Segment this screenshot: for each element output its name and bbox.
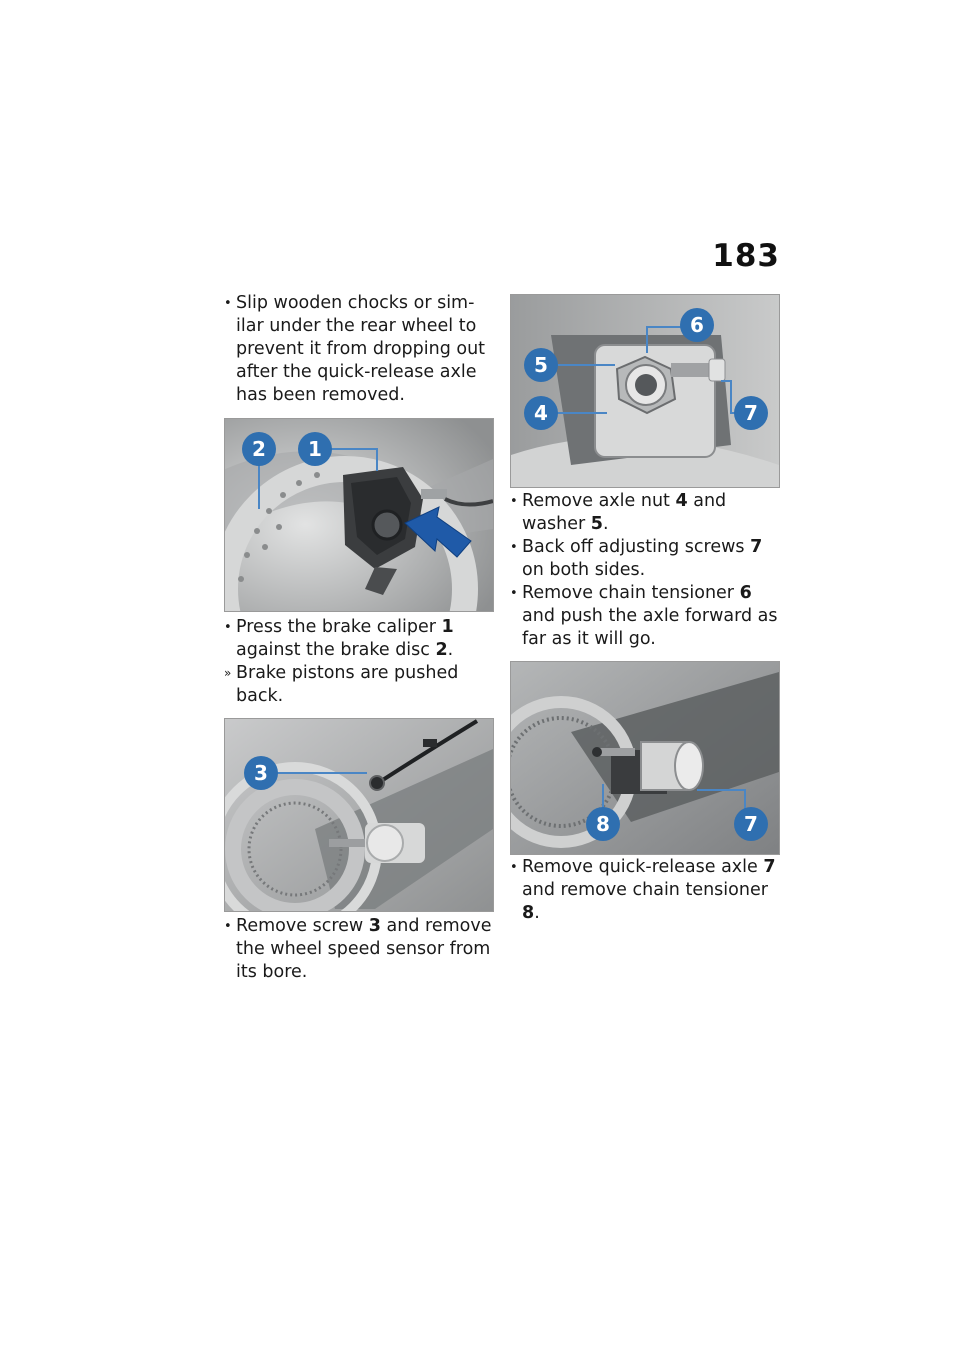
step-remove-axle: [510, 856, 782, 925]
brake-caliper-figure: [224, 418, 494, 612]
step-text: and push the axle forward as far as it will go.: [522, 606, 778, 649]
callout-2: 2: [252, 437, 266, 461]
reference-number: 6: [739, 583, 752, 603]
axle-nut-figure: [510, 294, 780, 488]
bullet: •: [510, 586, 518, 601]
quick-release-axle-figure: [510, 661, 780, 855]
step-text: against the brake disc: [236, 640, 436, 660]
reference-number: 5: [590, 514, 603, 534]
result-marker: »: [224, 666, 232, 680]
callout-8: 8: [596, 812, 610, 836]
reference-number: 3: [368, 916, 381, 936]
step-text: Slip wooden chocks or sim-ilar under the rear wheel to prevent it from dropping out after the quick-release axle has been removed.: [236, 293, 486, 405]
step-text: and remove the wheel speed sensor from its bore.: [236, 916, 492, 982]
step-text: .: [534, 903, 540, 923]
step-text: .: [602, 514, 609, 534]
result-text: Brake pistons are pushed back.: [236, 663, 459, 706]
bullet: •: [510, 494, 518, 509]
reference-number: 7: [750, 537, 763, 557]
callout-7: 7: [744, 401, 758, 425]
reference-number: 2: [435, 640, 448, 660]
callout-5: 5: [534, 353, 548, 377]
step-text: on both sides.: [522, 560, 646, 580]
step-text: and remove chain tensioner: [522, 880, 768, 900]
step-remove-sensor: [224, 915, 494, 984]
step-press-caliper: [224, 616, 494, 708]
step-text: .: [447, 640, 454, 660]
reference-number: 4: [675, 491, 688, 511]
step-text: Remove chain tensioner: [522, 583, 740, 603]
steps-axle-nut: [510, 490, 782, 651]
step-text: Back off adjusting screws: [522, 537, 751, 557]
callout-7: 7: [744, 812, 758, 836]
bullet: •: [224, 620, 232, 635]
bullet: •: [224, 296, 232, 311]
bullet: •: [510, 540, 518, 555]
page-number: 183: [712, 238, 780, 274]
wheel-speed-sensor-figure: [224, 718, 494, 912]
step-text: Remove screw: [236, 916, 369, 936]
step-text: Remove quick-release axle: [522, 857, 764, 877]
bullet: •: [224, 919, 232, 934]
reference-number: 1: [441, 617, 454, 637]
step-text: and washer: [522, 491, 727, 534]
reference-number: 7: [763, 857, 776, 877]
callout-3: 3: [254, 761, 268, 785]
reference-number: 8: [522, 903, 535, 923]
step-text: Remove axle nut: [522, 491, 676, 511]
step-chock-wheel: [224, 292, 486, 407]
callout-4: 4: [534, 401, 548, 425]
callout-1: 1: [308, 437, 322, 461]
bullet: •: [510, 860, 518, 875]
step-text: Press the brake caliper: [236, 617, 442, 637]
callout-6: 6: [690, 313, 704, 337]
